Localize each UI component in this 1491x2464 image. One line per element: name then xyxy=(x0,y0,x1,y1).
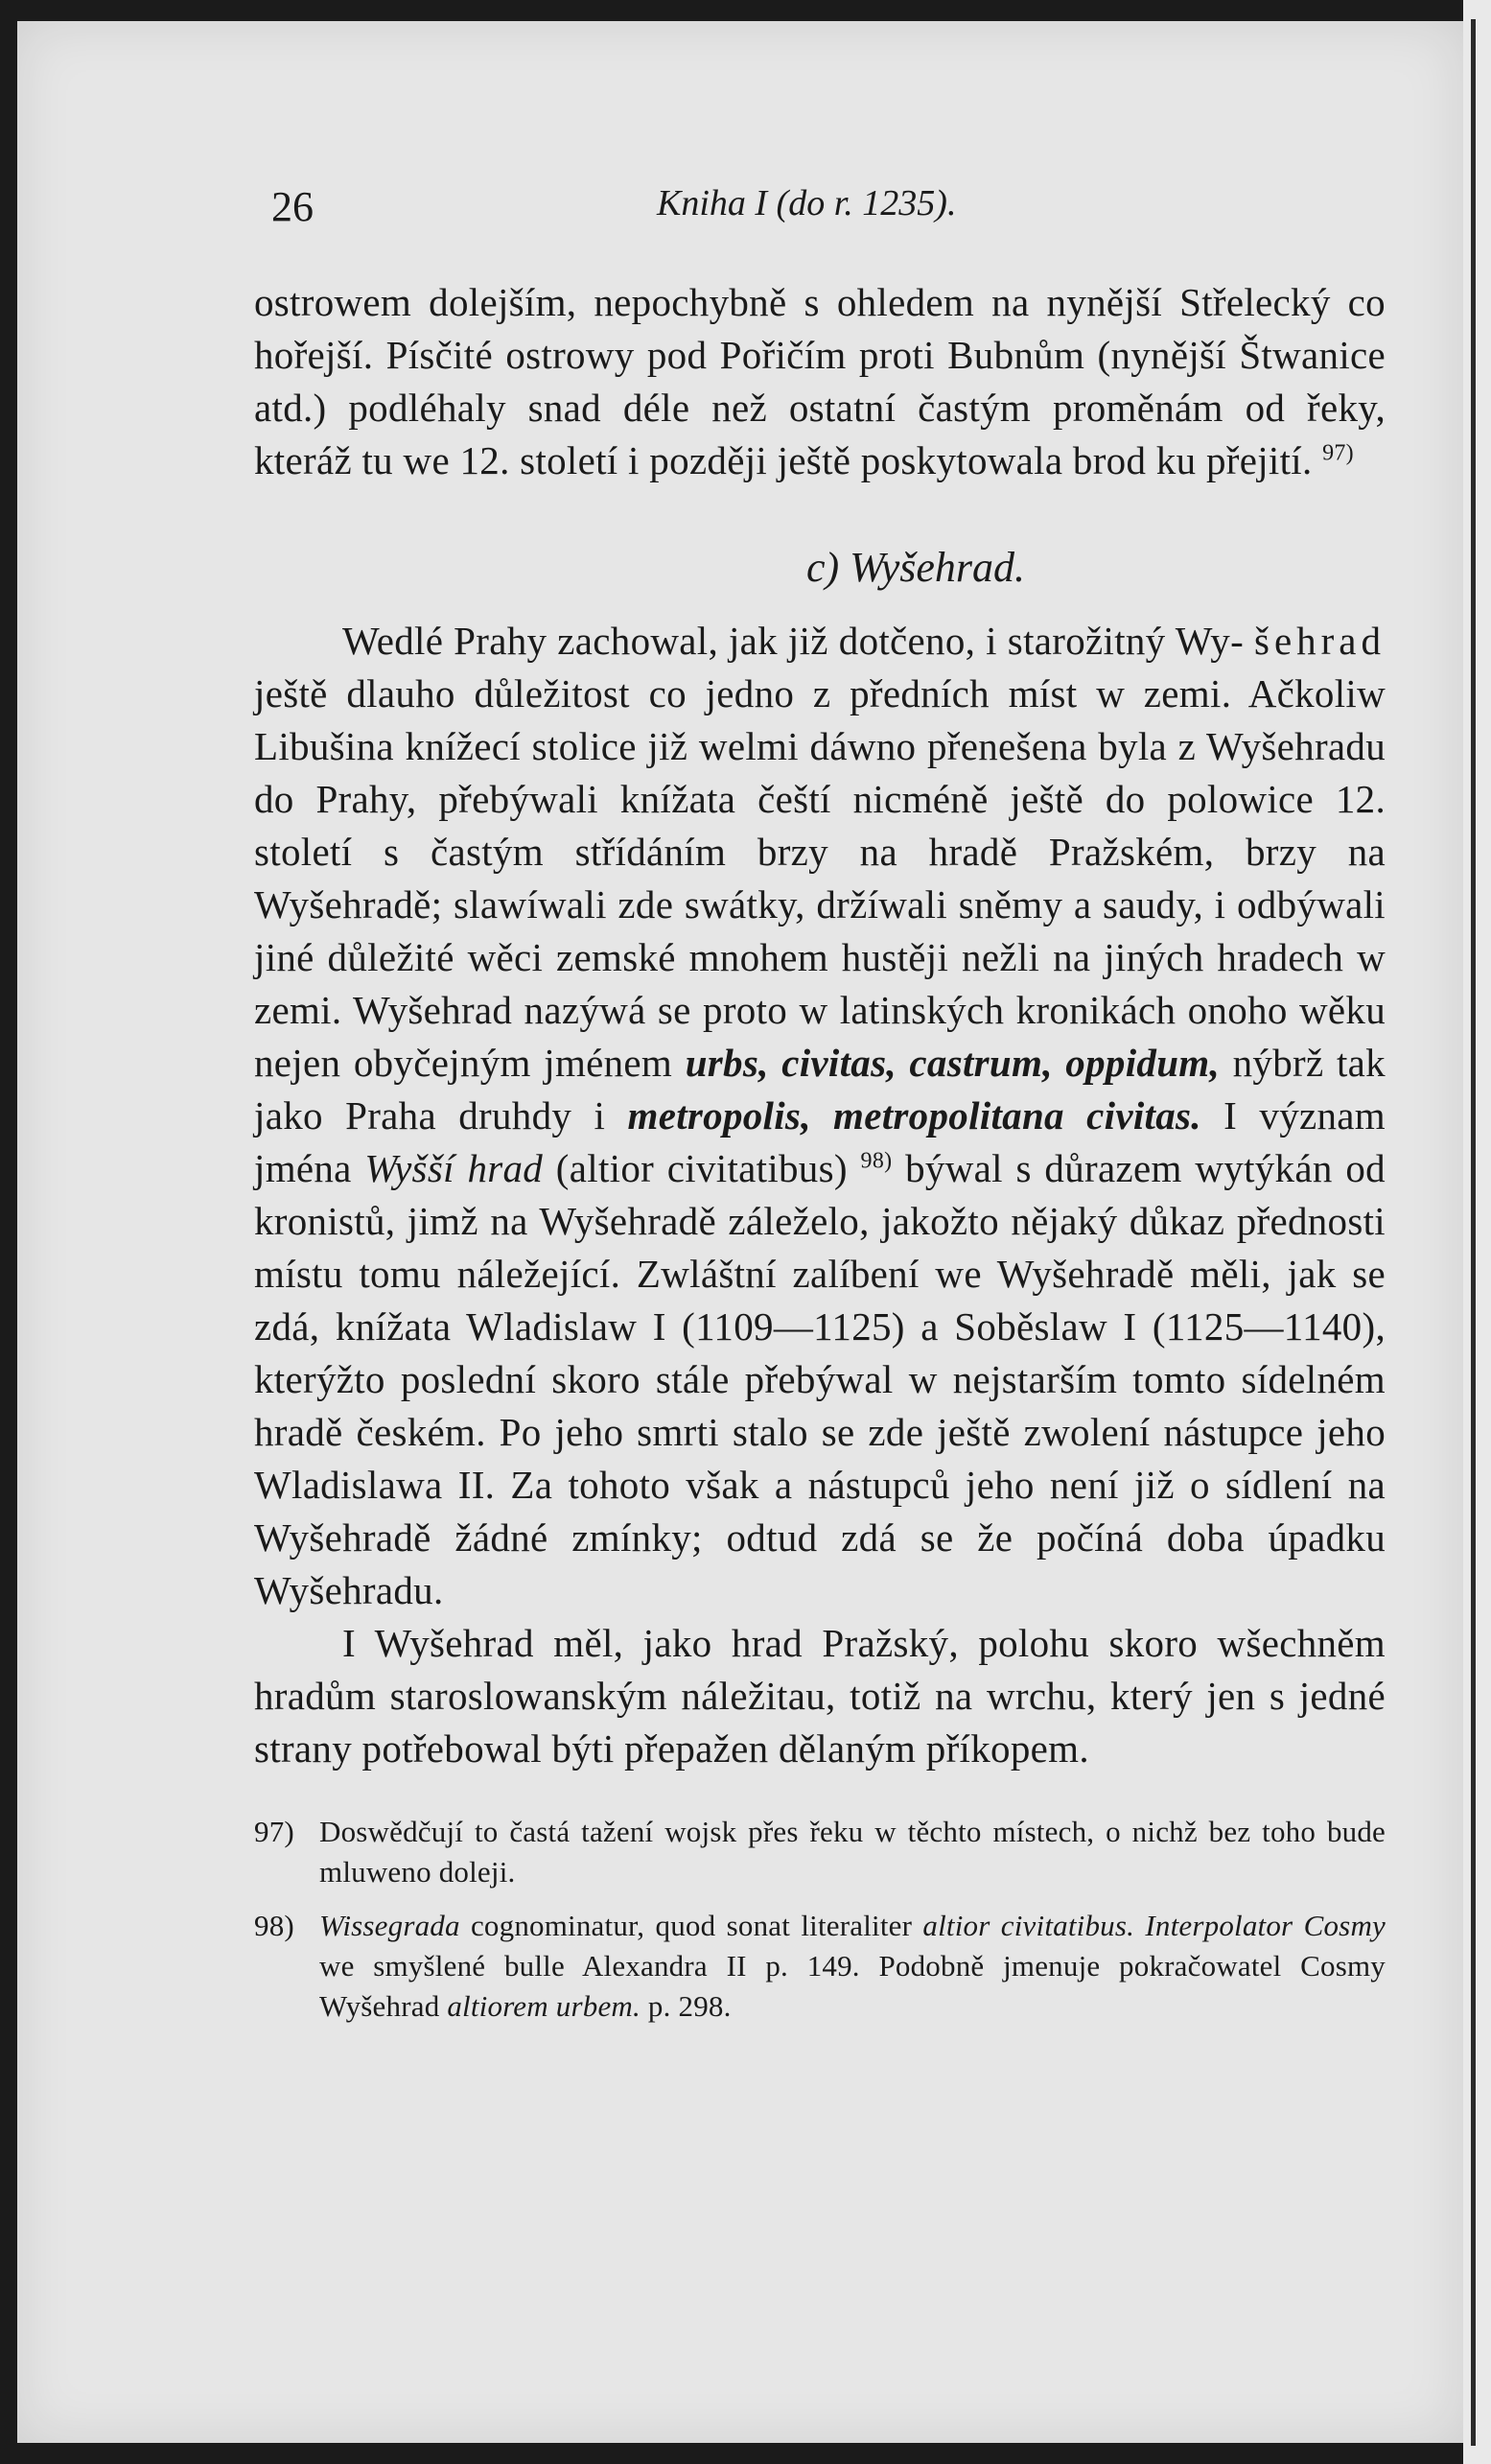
footnote-text: cognominatur, quod sonat literaliter xyxy=(470,1909,913,1942)
body-text xyxy=(254,276,1386,2040)
page-header xyxy=(254,182,1386,230)
footnote-mark: 97) xyxy=(254,1815,294,1848)
latin-term: altior civitatibus. xyxy=(922,1909,1135,1942)
text-run: (altior civitatibus) xyxy=(555,1146,848,1190)
text-run: I význam jména xyxy=(254,1093,1386,1190)
footnote-mark: 98) xyxy=(254,1909,294,1942)
footnotes xyxy=(254,1812,1386,2027)
spaced-term: šehrad xyxy=(1254,619,1386,663)
page-edge-strip xyxy=(1463,0,1491,2464)
footnote-98 xyxy=(254,1906,1386,2027)
text-run: ještě dlauho důležitost co jedno z předních míst w zemi. Ačkoliw Libušina knížecí stolice již welmi dáwno přenešena byla z Wyšehradu do Prahy, přebýwali knížata čeští nicméně ještě do polowice 12. století s častým střídáním brzy na hradě Pražském, brzy na Wyšehradě; slawíwali zde swátky, držíwali sněmy a saudy, i odbýwali jiné důležité wěci zemské mnohem hustěji nežli na jiných hradech w zemi. Wyšehrad nazýwá se proto w latinských kronikách onoho wěku nejen obyčejným jménem xyxy=(254,671,1386,1085)
footnote-text: we smyšlené bulle Alexandra II p. 149. Podobně jmenuje pokračowatel Cosmy Wyšehrad xyxy=(319,1949,1386,2023)
running-title: Kniha I (do r. 1235). xyxy=(657,183,957,223)
paragraph: I Wyšehrad měl, jako hrad Pražský, polohu skoro wšechněm hradům staroslowanským náležitau, totiž na wrchu, který jen s jedné strany potřebowal býti přepažen dělaným příkopem. xyxy=(254,1621,1386,1771)
footnote-97 xyxy=(254,1812,1386,1892)
text-run: nýbrž tak jako Praha druhdy i xyxy=(254,1041,1386,1138)
latin-term: Interpolator Cosmy xyxy=(1145,1909,1386,1942)
text-run: Wedlé Prahy zachowal, jak již dotčeno, i starožitný xyxy=(342,619,1166,663)
latin-term: metropolis, metropolitana civitas. xyxy=(627,1093,1201,1138)
latin-term: altiorem urbem. xyxy=(447,1989,641,2023)
footnote-ref: 98) xyxy=(860,1148,893,1174)
text-run: býwal s důrazem wytýkán od kronistů, jimž na Wyšehradě záleželo, jakožto nějaký důkaz přednosti místu tomu náležející. Zwláštní zalíbení we Wyšehradě měli, jak se zdá, knížata Wladislaw I (1109—1125) a Soběslaw I (1125—1140), kterýžto poslední skoro stále přebýwal w nejstarším tomto sídelném hradě českém. Po jeho smrti stalo se zde ještě zwolení nástupce jeho Wladislawa II. Za tohoto však a nástupců jeho není již o sídlení na Wyšehradě žádné zmínky; odtud zdá se že počíná doba úpadku Wyšehradu. xyxy=(254,1146,1386,1612)
latin-term: Wissegrada xyxy=(319,1909,460,1942)
emphasized-term: Wyšší hrad xyxy=(364,1146,544,1190)
paragraph xyxy=(254,615,1386,1617)
page-number: 26 xyxy=(271,183,314,230)
latin-term: urbs, civitas, castrum, oppidum, xyxy=(685,1041,1221,1085)
footnote-text: Doswědčují to častá tažení wojsk přes řeku w těchto místech, o nichž bez toho bude mluweno doleji. xyxy=(319,1815,1386,1889)
paragraph xyxy=(254,276,1386,487)
paragraph-text: ostrowem dolejším, nepochybně s ohledem na nynější Střelecký co hořejší. Písčité ostrowy pod Pořičím proti Bubnům (nynější Štwanice atd.) podléhaly snad déle než ostatní častým proměnám od řeky, kteráž tu we 12. století i později ještě poskytowala brod ku přejití. xyxy=(254,280,1386,482)
footnote-text: p. 298. xyxy=(647,1989,732,2023)
section-title: c) Wyšehrad. xyxy=(805,544,1026,591)
text-run: Wy- xyxy=(1175,619,1245,663)
footnote-ref: 97) xyxy=(1322,440,1354,466)
